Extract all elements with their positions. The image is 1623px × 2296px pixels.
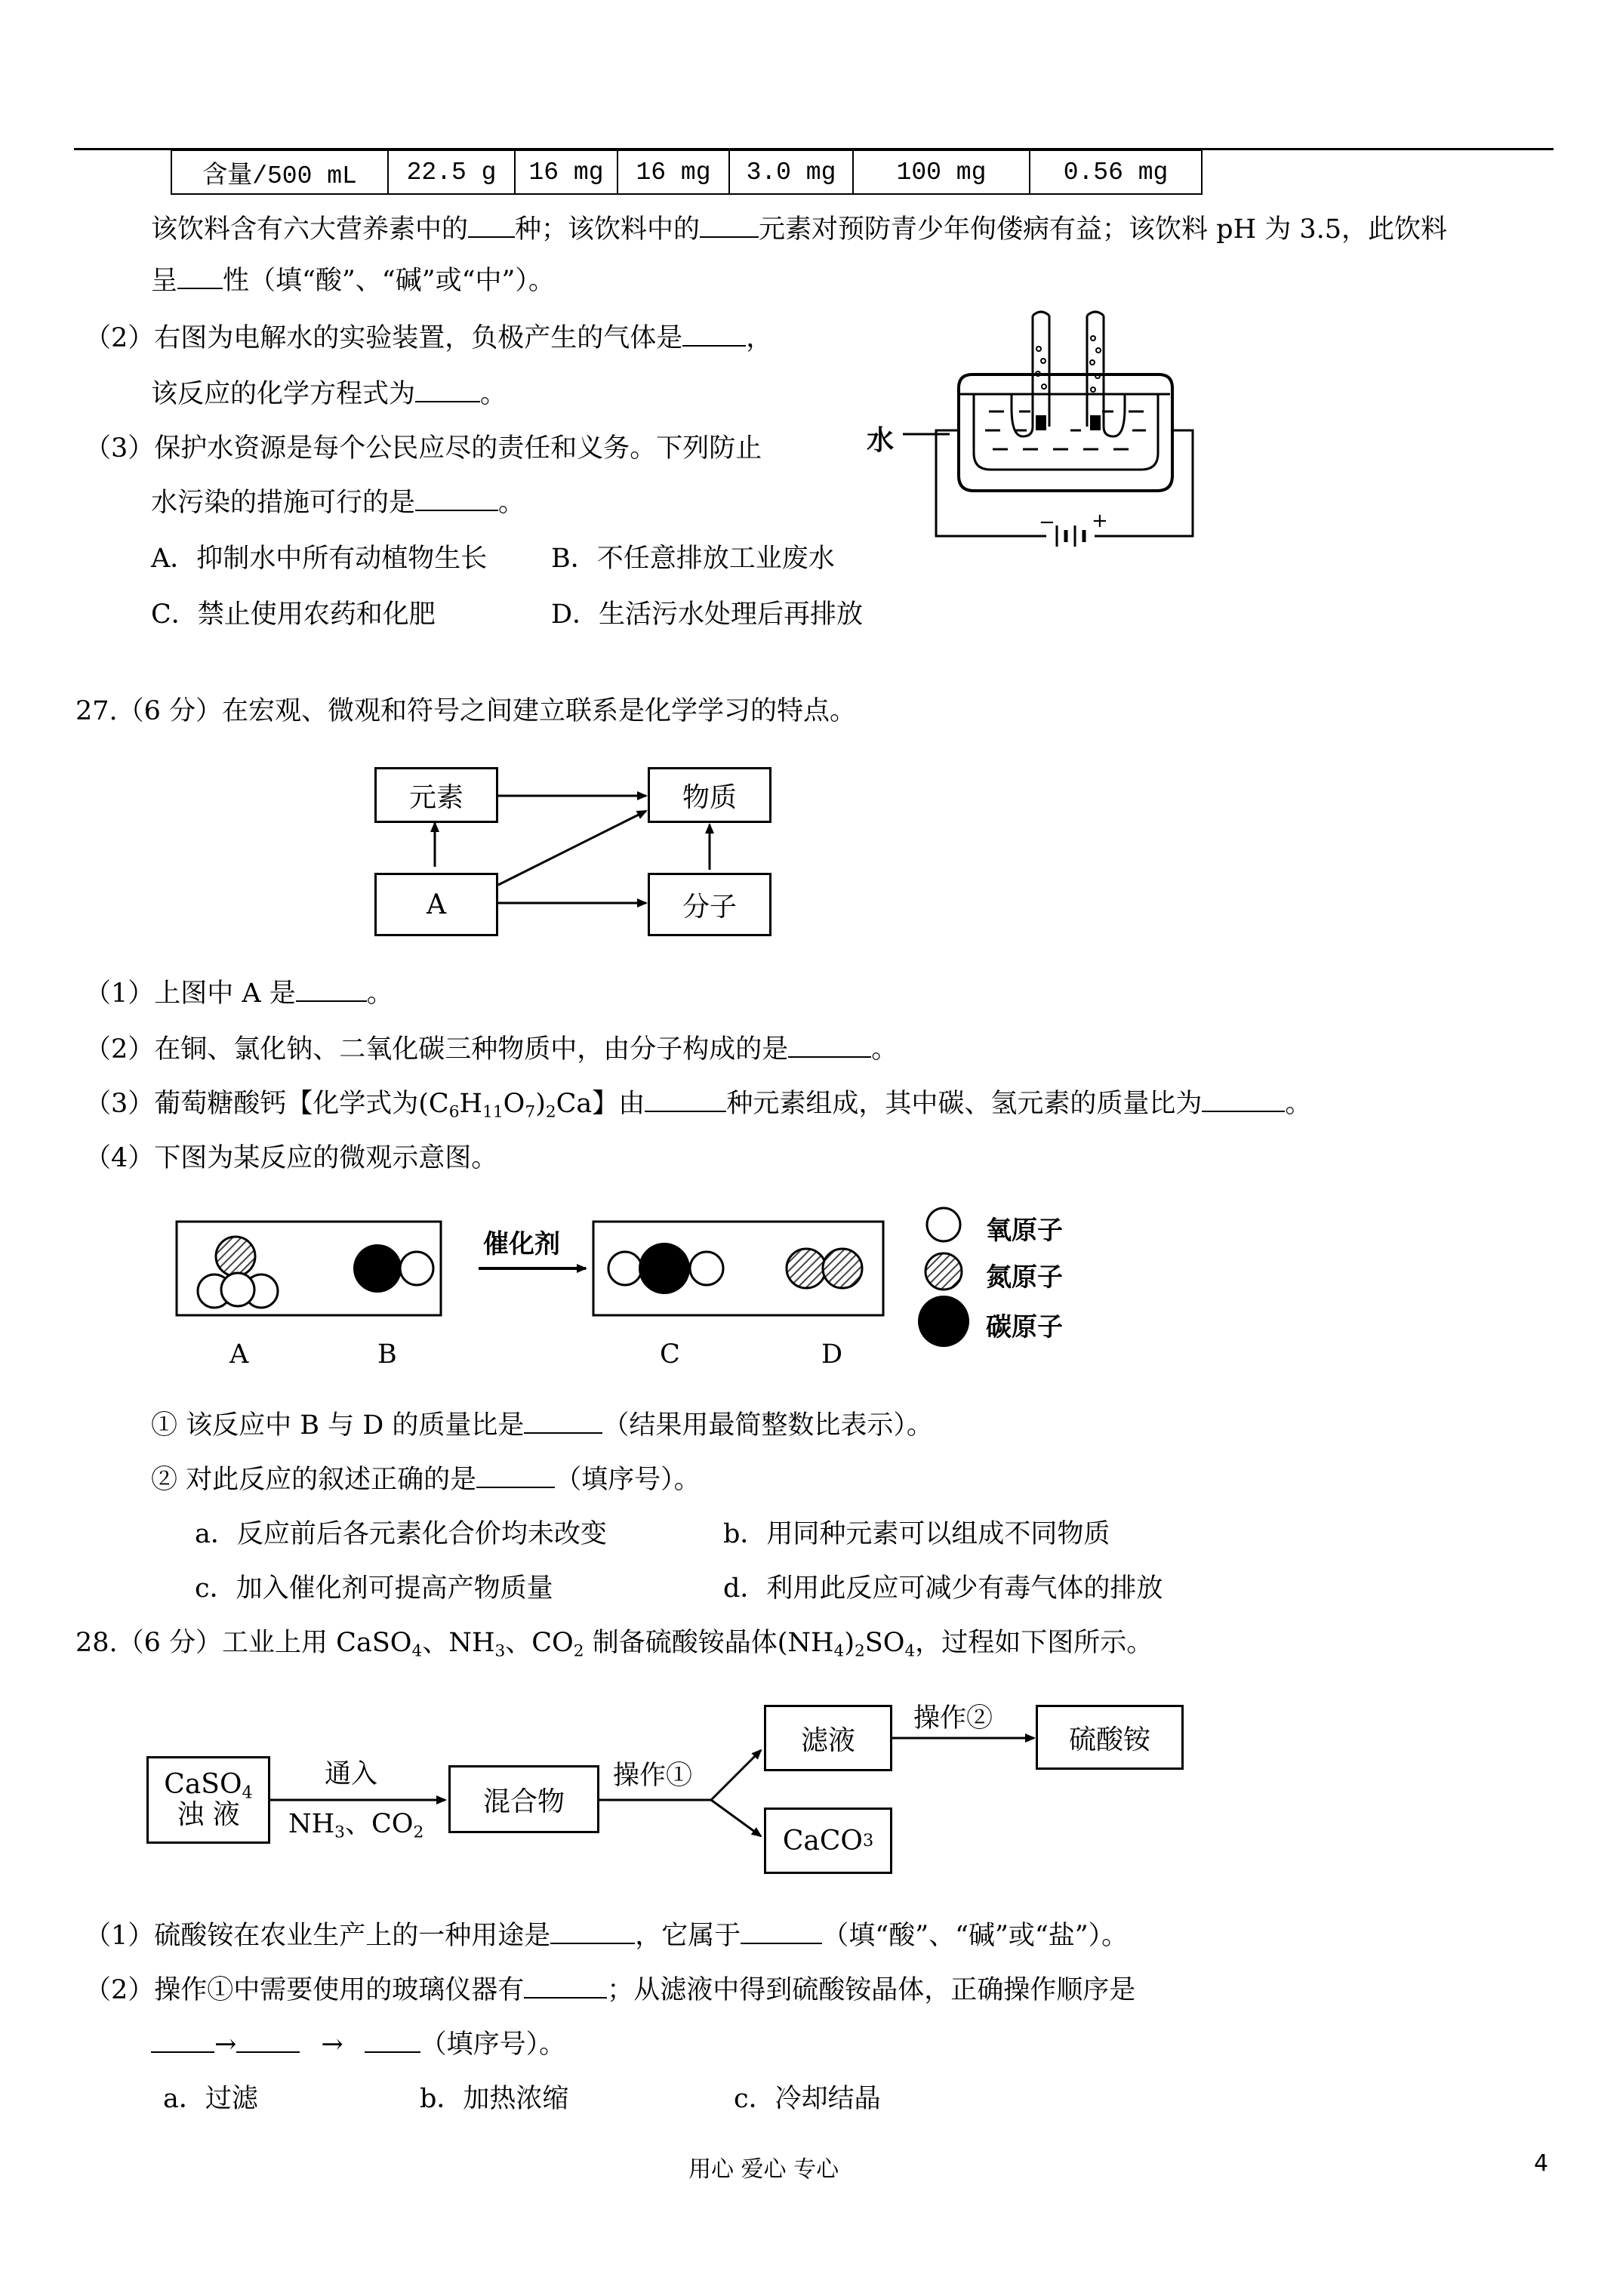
- q28-part2-line2: → → （填序号）。: [151, 2028, 565, 2061]
- q26-part3-line1: （3）保护水资源是每个公民应尽的责任和义务。下列防止: [85, 433, 762, 464]
- q26-part3-line2: 水污染的措施可行的是 。: [151, 488, 525, 518]
- q26-line2: 呈 性（填“酸”、“碱”或“中”）。: [151, 266, 555, 296]
- table-cell: 0.56 mg: [1030, 150, 1202, 194]
- q26-option-d: D．生活污水处理后再排放: [551, 599, 864, 630]
- q28-option-b: b．加热浓缩: [420, 2084, 569, 2114]
- flow-pass-label: 通入: [325, 1759, 378, 1789]
- svg-text:+: +: [1092, 510, 1108, 532]
- q27-option-a: a．反应前后各元素化合价均未改变: [195, 1519, 607, 1549]
- q28-stem: 28.（6 分）工业上用 CaSO$_4$、$NH_3$、$CO_2$ 制备硫酸铵晶体$(NH_4)_2SO_4$，过程如下图所示。: [75, 1628, 1153, 1661]
- q27-option-b: b．用同种元素可以组成不同物质: [723, 1519, 1110, 1549]
- reaction-label-b: B: [377, 1339, 397, 1370]
- q27-option-d: d．利用此反应可减少有毒气体的排放: [723, 1573, 1163, 1604]
- legend-carbon-label: 碳原子: [986, 1312, 1063, 1342]
- q27-part3: （3）葡萄糖酸钙【化学式为$(C_6H_{11}O_7)_2Ca$】由 种元素组成，其中碳、氢元素的质量比为 。: [85, 1089, 1312, 1122]
- flow-caso4-box: CaSO$_4$ 浊 液: [146, 1756, 270, 1844]
- answer-blank[interactable]: [236, 2029, 300, 2053]
- q26-option-c: C．禁止使用农药和化肥: [151, 599, 436, 630]
- flow-filtrate-box: 滤液: [764, 1705, 892, 1771]
- svg-text:−: −: [1039, 511, 1055, 534]
- q26-part2-line2: 该反应的化学方程式为 。: [151, 379, 507, 409]
- reaction-label-d: D: [821, 1339, 843, 1370]
- table-cell: 100 mg: [853, 150, 1030, 194]
- q26-part2: （2）右图为电解水的实验装置，负极产生的气体是 ，: [85, 323, 773, 353]
- q28-option-a: a．过滤: [163, 2084, 258, 2114]
- q27-option-c: c．加入催化剂可提高产物质量: [195, 1573, 553, 1604]
- flow-product-box: 硫酸铵: [1036, 1705, 1184, 1770]
- diagram-a-box: A: [374, 873, 498, 936]
- answer-blank[interactable]: [741, 1920, 822, 1944]
- q26-option-b: B．不任意排放工业废水: [551, 544, 835, 574]
- q28-option-c: c．冷却结晶: [734, 2084, 881, 2114]
- table-cell: 含量/500 mL: [171, 150, 388, 194]
- page-number: 4: [1534, 2150, 1549, 2177]
- q27-stem: 27.（6 分）在宏观、微观和符号之间建立联系是化学学习的特点。: [75, 696, 857, 726]
- q26-option-a: A．抑制水中所有动植物生长: [151, 544, 488, 574]
- table-cell: 22.5 g: [388, 150, 515, 194]
- flow-mixture-box: 混合物: [448, 1765, 599, 1833]
- flow-op2-label: 操作②: [913, 1703, 993, 1734]
- table-cell: 16 mg: [515, 150, 617, 194]
- q27-sub1: ① 该反应中 B 与 D 的质量比是 （结果用最简整数比表示）。: [151, 1410, 933, 1441]
- q28-part2: （2）操作①中需要使用的玻璃仪器有 ；从滤液中得到硫酸铵晶体，正确操作顺序是: [85, 1975, 1136, 2005]
- q27-part1: （1）上图中 A 是 。: [85, 978, 393, 1009]
- diagram-substance-box: 物质: [648, 767, 771, 823]
- q26-line1: 该饮料含有六大营养素中的 种；该饮料中的 元素对预防青少年佝偻病有益；该饮料 pH 为 3.5，此饮料: [151, 214, 1447, 245]
- legend-nitrogen-label: 氮原子: [986, 1262, 1063, 1293]
- q27-sub2: ② 对此反应的叙述正确的是 （填序号）。: [151, 1465, 701, 1495]
- answer-blank[interactable]: [365, 2029, 420, 2053]
- table-cell: 16 mg: [617, 150, 729, 194]
- flow-op1-label: 操作①: [613, 1761, 693, 1791]
- legend-oxygen-label: 氧原子: [986, 1216, 1063, 1246]
- table-cell: 3.0 mg: [729, 150, 853, 194]
- q27-part4: （4）下图为某反应的微观示意图。: [85, 1143, 498, 1173]
- diagram-element-box: 元素: [374, 767, 498, 823]
- reaction-label-c: C: [660, 1339, 680, 1370]
- q28-part1: （1）硫酸铵在农业生产上的一种用途是 ，它属于 （填“酸”、“碱”或“盐”）。: [85, 1921, 1129, 1951]
- reaction-label-a: A: [229, 1339, 249, 1370]
- catalyst-label: 催化剂: [483, 1229, 560, 1259]
- diagram-molecule-box: 分子: [648, 873, 771, 936]
- flow-caco3-box: CaCO 3: [764, 1808, 892, 1874]
- water-label: 水: [867, 425, 895, 456]
- footer-motto: 用心 爱心 专心: [688, 2156, 839, 2183]
- flow-gases-label: $NH_3$、$CO_2$: [288, 1809, 424, 1842]
- answer-blank[interactable]: [550, 1920, 635, 1944]
- q27-part2: （2）在铜、氯化钠、二氧化碳三种物质中，由分子构成的是 。: [85, 1034, 898, 1065]
- answer-blank[interactable]: [151, 2029, 214, 2053]
- answer-blank[interactable]: [524, 1974, 607, 1999]
